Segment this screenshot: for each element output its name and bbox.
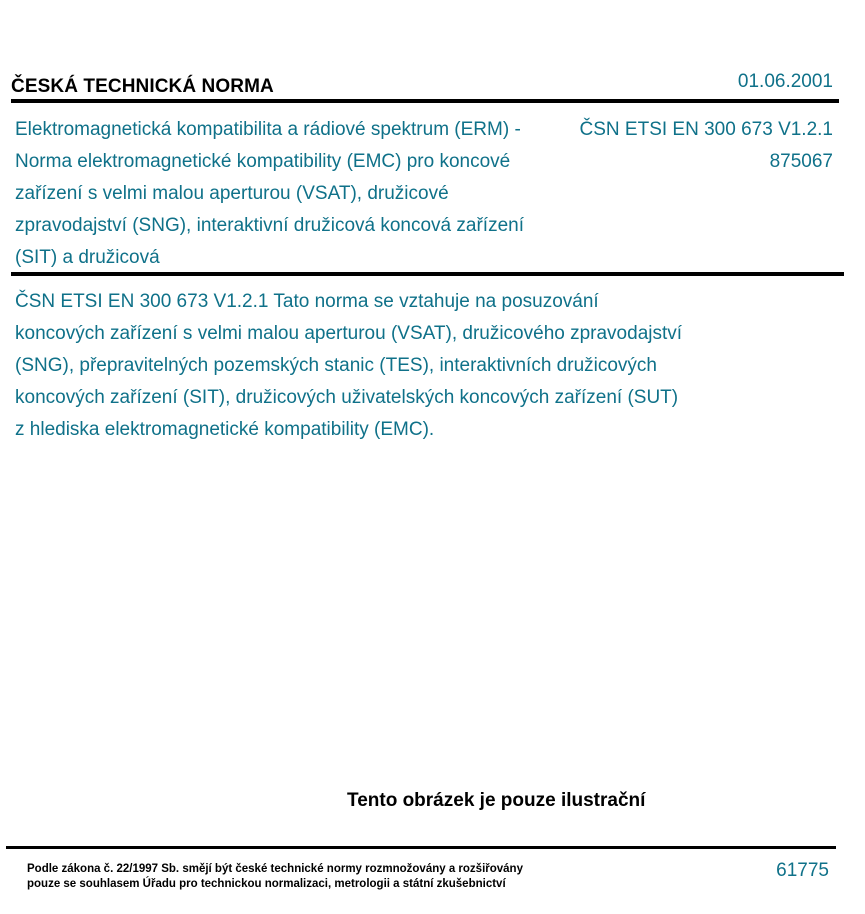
legal-notice-line-2: pouze se souhlasem Úřadu pro technickou normalizaci, metrologii a státní zkušebnictví [27,878,506,890]
standard-code: ČSN ETSI EN 300 673 V1.2.1 [579,119,833,140]
classification-number: 875067 [769,151,833,172]
catalog-number: 61775 [776,860,829,881]
legal-notice-line-1: Podle zákona č. 22/1997 Sb. smějí být české technické normy rozmnožovány a rozšiřovány [27,863,523,875]
publication-date: 01.06.2001 [737,71,833,92]
legal-notice [27,862,587,892]
standard-abstract: ČSN ETSI EN 300 673 V1.2.1 Tato norma se vztahuje na posuzování koncových zařízení s velmi malou aperturou (VSAT), družicového zpravodajství (SNG), přepravitelných pozemských stanic (TES), interaktivních družicových koncových zařízení (SIT), družicových uživatelských koncových zařízení (SUT) z hlediska elektromagnetické kompatibility (EMC). [15,291,683,440]
illustration-note: Tento obrázek je pouze ilustrační [347,790,646,811]
footer-divider [6,846,836,849]
standard-title: Elektromagnetická kompatibilita a rádiové spektrum (ERM) - Norma elektromagnetické kompatibility (EMC) pro koncové zařízení s velmi malou aperturou (VSAT), družicové zpravodajství (SNG), interaktivní družicová koncová zařízení (SIT) a družicová [15,119,524,268]
header-divider [11,99,839,103]
document-type-heading: ČESKÁ TECHNICKÁ NORMA [11,76,274,97]
title-divider [11,272,844,276]
